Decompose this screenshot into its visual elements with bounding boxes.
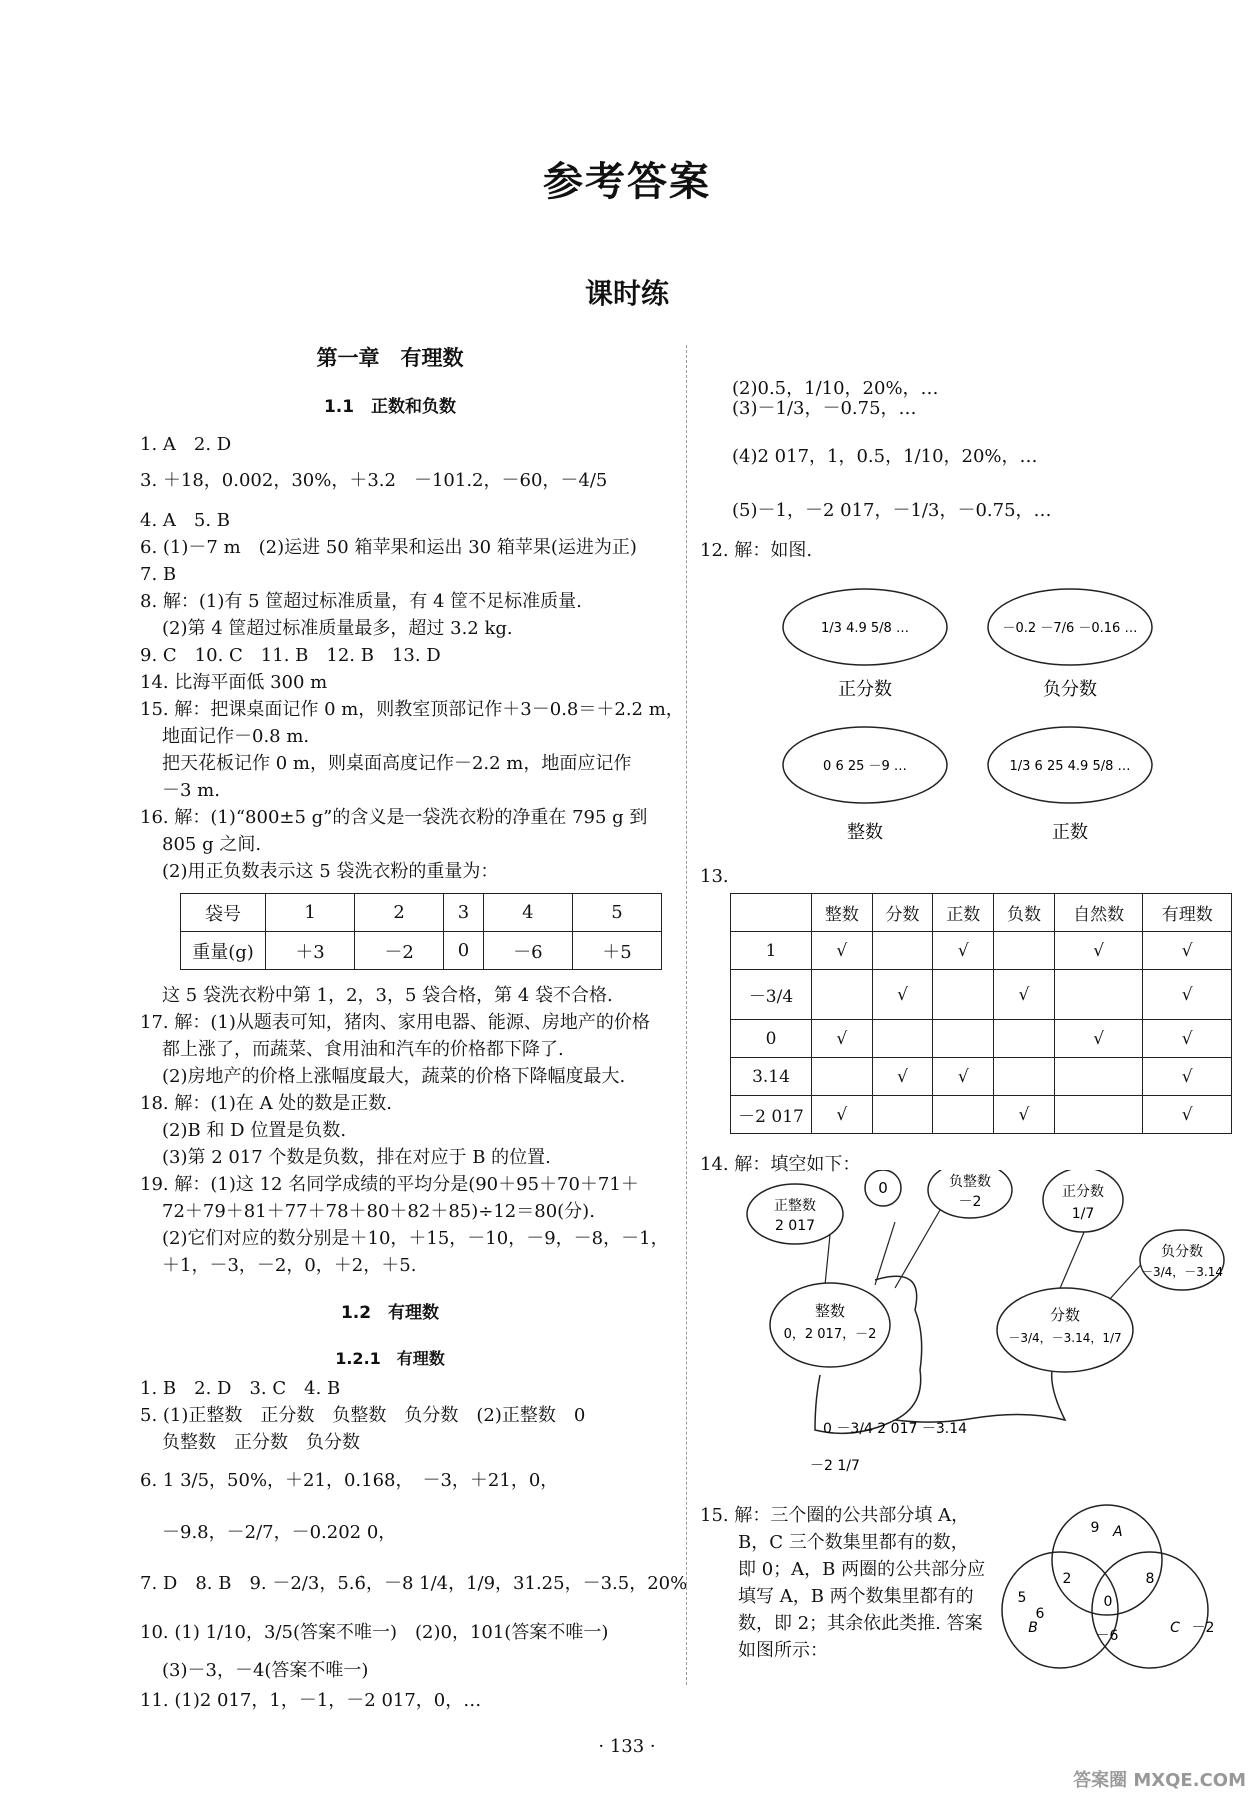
page-title: 参考答案 — [543, 159, 711, 205]
table-cell: ＋5 — [572, 932, 661, 970]
set-label: 负分数 — [1043, 679, 1097, 700]
table-cell: 正数 — [933, 894, 994, 932]
table-cell: 负数 — [994, 894, 1055, 932]
table-cell — [872, 1020, 933, 1058]
table-cell: √ — [812, 1020, 873, 1058]
answer-line: (2)用正负数表示这 5 袋洗衣粉的重量为： — [162, 861, 499, 882]
table-cell — [933, 1096, 994, 1134]
table-cell: 3 — [444, 894, 484, 932]
table-cell: √ — [812, 932, 873, 970]
answer-line: 72＋79＋81＋77＋78＋80＋82＋85)÷12＝80(分). — [162, 1201, 595, 1222]
table-cell: √ — [1143, 1020, 1232, 1058]
set-content: －0.2 －7/6 －0.16 … — [1002, 621, 1138, 636]
venn-value: 2 — [1062, 1571, 1072, 1587]
venn-value: 8 — [1145, 1571, 1155, 1587]
number-tree-diagram — [735, 1170, 1235, 1490]
subsection-title: 1.2 有理数 — [340, 1303, 440, 1323]
answer-line: 如图所示： — [738, 1640, 828, 1661]
trunk-values: 0 －3/4 2 017 －3.14 — [822, 1421, 968, 1437]
node-value: －2 — [958, 1194, 982, 1210]
node-label: 负分数 — [1161, 1244, 1203, 1260]
answer-line: (5)－1，－2 017，－1/3，－0.75，… — [732, 500, 1052, 521]
set-label: 正分数 — [838, 679, 892, 700]
chapter-title: 第一章 有理数 — [316, 346, 464, 370]
answer-line: －3 m. — [162, 780, 220, 801]
table-cell: 1 — [266, 894, 355, 932]
venn-value: 9 — [1090, 1520, 1100, 1536]
answer-line: B，C 三个数集里都有的数， — [738, 1532, 969, 1553]
answer-line: 数，即 2；其余依此类推. 答案 — [738, 1613, 983, 1634]
answer-line: (3)－1/3，－0.75，… — [732, 398, 917, 419]
answer-line: (2)B 和 D 位置是负数. — [162, 1120, 347, 1141]
answer-line: 把天花板记作 0 m，则桌面高度记作－2.2 m，地面应记作 — [162, 753, 632, 774]
answer-line: 即 0；A，B 两圈的公共部分应 — [738, 1559, 986, 1580]
node-label: 正整数 — [774, 1198, 816, 1214]
weight-table — [180, 893, 662, 970]
answer-line: －9.8，－2/7，－0.202 0， — [162, 1522, 397, 1543]
answer-line: (2)房地产的价格上涨幅度最大，蔬菜的价格下降幅度最大. — [162, 1066, 626, 1087]
node-value: 1/7 — [1071, 1206, 1095, 1222]
venn-value: 5 — [1017, 1590, 1027, 1606]
section-title: 课时练 — [584, 277, 669, 310]
table-cell: 1 — [731, 932, 812, 970]
venn-label: B — [1028, 1620, 1038, 1636]
table-cell: √ — [1143, 1096, 1232, 1134]
table-cell: 0 — [731, 1020, 812, 1058]
answer-line: (3)－3，－4(答案不唯一) — [162, 1660, 369, 1681]
answer-line: 4. A 5. B — [140, 510, 231, 531]
table-cell: 4 — [483, 894, 572, 932]
node-ellipse — [747, 1184, 843, 1244]
node-ellipse — [997, 1288, 1133, 1372]
venn-diagram — [995, 1500, 1230, 1675]
table-cell: 自然数 — [1054, 894, 1143, 932]
table-cell: √ — [1143, 1058, 1232, 1096]
venn-value: －2 — [1191, 1620, 1215, 1636]
node-ellipse — [770, 1283, 890, 1367]
table-cell: 整数 — [812, 894, 873, 932]
table-cell: 有理数 — [1143, 894, 1232, 932]
table-cell: 5 — [572, 894, 661, 932]
table-cell — [994, 1020, 1055, 1058]
set-label: 正数 — [1052, 822, 1088, 843]
tree-stem — [825, 1235, 830, 1285]
venn-label: A — [1113, 1524, 1123, 1540]
answer-line: 11. (1)2 017，1，－1，－2 017，0，… — [140, 1690, 482, 1711]
table-cell: 分数 — [872, 894, 933, 932]
watermark: 答案圈 MXQE.COM — [1073, 1770, 1246, 1791]
table-cell: －6 — [483, 932, 572, 970]
answer-line: 1. B 2. D 3. C 4. B — [140, 1378, 341, 1399]
table-cell: √ — [994, 1096, 1055, 1134]
answer-line: ＋1，－3，－2，0，＋2，＋5. — [162, 1255, 417, 1276]
table-cell: √ — [1143, 932, 1232, 970]
node-value: －3/4，－3.14，1/7 — [1008, 1331, 1122, 1345]
table-cell — [1054, 970, 1143, 1020]
tree-stem — [875, 1222, 895, 1285]
answer-line: 14. 解：填空如下： — [700, 1154, 861, 1175]
answer-line: 7. B — [140, 564, 177, 585]
answer-line: 地面记作－0.8 m. — [162, 726, 310, 747]
table-cell: √ — [812, 1096, 873, 1134]
table-cell: －3/4 — [731, 970, 812, 1020]
answer-line: 都上涨了，而蔬菜、食用油和汽车的价格都下降了. — [162, 1039, 564, 1060]
node-ellipse — [1043, 1170, 1123, 1232]
table-cell: 3.14 — [731, 1058, 812, 1096]
set-content: 1/3 4.9 5/8 … — [821, 621, 909, 636]
node-label: 负整数 — [949, 1174, 991, 1190]
set-content: 0 6 25 －9 … — [823, 759, 907, 774]
answer-line: 负整数 正分数 负分数 — [162, 1432, 360, 1453]
table-cell — [933, 1020, 994, 1058]
answer-line: 5. (1)正整数 正分数 负整数 负分数 (2)正整数 0 — [140, 1405, 586, 1426]
answer-line: 15. 解：三个圈的公共部分填 A， — [700, 1505, 970, 1526]
answer-line: 13. — [700, 866, 729, 887]
table-cell — [933, 970, 994, 1020]
subsection-title: 1.1 正数和负数 — [323, 397, 457, 417]
venn-value: －6 — [1095, 1628, 1119, 1644]
table-cell: √ — [1054, 1020, 1143, 1058]
table-cell: √ — [1054, 932, 1143, 970]
answer-line: 10. (1) 1/10，3/5(答案不唯一) (2)0，101(答案不唯一) — [140, 1622, 609, 1643]
table-cell: －2 — [355, 932, 444, 970]
trunk-values: －2 1/7 — [810, 1458, 860, 1474]
answer-line: 3. ＋18，0.002，30%，＋3.2 －101.2，－60，－4/5 — [140, 470, 608, 491]
set-content: 1/3 6 25 4.9 5/8 … — [1009, 759, 1131, 774]
venn-value: 0 — [1103, 1594, 1113, 1610]
venn-circle-c — [1092, 1552, 1208, 1668]
table-cell: √ — [994, 970, 1055, 1020]
table-cell: √ — [872, 1058, 933, 1096]
table-cell: √ — [933, 1058, 994, 1096]
table-cell: －2 017 — [731, 1096, 812, 1134]
answer-line: 这 5 袋洗衣粉中第 1，2，3，5 袋合格，第 4 袋不合格. — [162, 985, 613, 1006]
table-cell: 2 — [355, 894, 444, 932]
tree-stem — [895, 1210, 940, 1288]
classification-table — [730, 893, 1232, 1134]
table-cell: 重量(g) — [181, 932, 266, 970]
table-cell: 0 — [444, 932, 484, 970]
table-cell — [731, 894, 812, 932]
table-cell — [1054, 1096, 1143, 1134]
set-label: 整数 — [847, 822, 883, 843]
answer-line: 1. A 2. D — [140, 434, 232, 455]
answer-line: 6. (1)－7 m (2)运进 50 箱苹果和运出 30 箱苹果(运进为正) — [140, 537, 637, 558]
table-cell: ＋3 — [266, 932, 355, 970]
table-cell — [994, 932, 1055, 970]
page-number: · 133 · — [598, 1736, 656, 1757]
answer-line: 12. 解：如图. — [700, 540, 813, 561]
node-label: 分数 — [1049, 1306, 1081, 1324]
answer-line: 805 g 之间. — [162, 834, 262, 855]
answer-line: (3)第 2 017 个数是负数，排在对应于 B 的位置. — [162, 1147, 551, 1168]
answer-line: 15. 解：把课桌面记作 0 m，则教室顶部记作＋3－0.8＝＋2.2 m， — [140, 699, 684, 720]
table-cell — [812, 970, 873, 1020]
answer-line: 18. 解：(1)在 A 处的数是正数. — [140, 1093, 393, 1114]
node-value: 0 — [878, 1179, 888, 1197]
node-label: 整数 — [814, 1302, 846, 1320]
venn-value: 6 — [1035, 1606, 1045, 1622]
table-cell: √ — [872, 970, 933, 1020]
answer-line: 8. 解：(1)有 5 筐超过标准质量，有 4 筐不足标准质量. — [140, 591, 582, 612]
answer-line: (2)它们对应的数分别是＋10，＋15，－10，－9，－8，－1， — [162, 1228, 669, 1249]
table-cell — [872, 1096, 933, 1134]
answer-line: 填写 A，B 两个数集里都有的 — [738, 1586, 974, 1607]
node-label: 正分数 — [1062, 1184, 1104, 1200]
table-cell — [872, 932, 933, 970]
column-divider — [686, 345, 687, 1685]
table-cell — [994, 1058, 1055, 1096]
answer-line: (2)第 4 筐超过标准质量最多，超过 3.2 kg. — [162, 618, 513, 639]
answer-line: 17. 解：(1)从题表可知，猪肉、家用电器、能源、房地产的价格 — [140, 1012, 650, 1033]
node-value: 0，2 017，－2 — [783, 1327, 877, 1342]
node-ellipse — [1140, 1230, 1224, 1290]
table-cell: √ — [1143, 970, 1232, 1020]
answer-line: 7. D 8. B 9. －2/3，5.6̇，－8 1/4，1/9，31.25，－3.5，20% — [140, 1573, 688, 1594]
subsubsection-title: 1.2.1 有理数 — [335, 1349, 445, 1368]
table-cell — [812, 1058, 873, 1096]
answer-line: 19. 解：(1)这 12 名同学成绩的平均分是(90＋95＋70＋71＋ — [140, 1174, 639, 1195]
table-cell: 袋号 — [181, 894, 266, 932]
venn-label: C — [1170, 1620, 1180, 1636]
node-value: 2 017 — [774, 1218, 816, 1234]
answer-line: 6. 1 3/5，50%，＋21，0.168， －3，＋21，0， — [140, 1470, 559, 1491]
node-value: －3/4，－3.14 — [1140, 1265, 1224, 1279]
answer-line: (2)0.5，1/10，20%，… — [732, 378, 939, 399]
table-cell — [1054, 1058, 1143, 1096]
answer-line: 16. 解：(1)“800±5 g”的含义是一袋洗衣粉的净重在 795 g 到 — [140, 807, 648, 828]
venn-circle-b — [1002, 1552, 1118, 1668]
answer-line: 14. 比海平面低 300 m — [140, 672, 328, 693]
answer-line: 9. C 10. C 11. B 12. B 13. D — [140, 645, 441, 666]
table-cell: √ — [933, 932, 994, 970]
answer-line: (4)2 017，1，0.5，1/10，20%，… — [732, 446, 1038, 467]
number-set-diagram — [770, 575, 1190, 855]
